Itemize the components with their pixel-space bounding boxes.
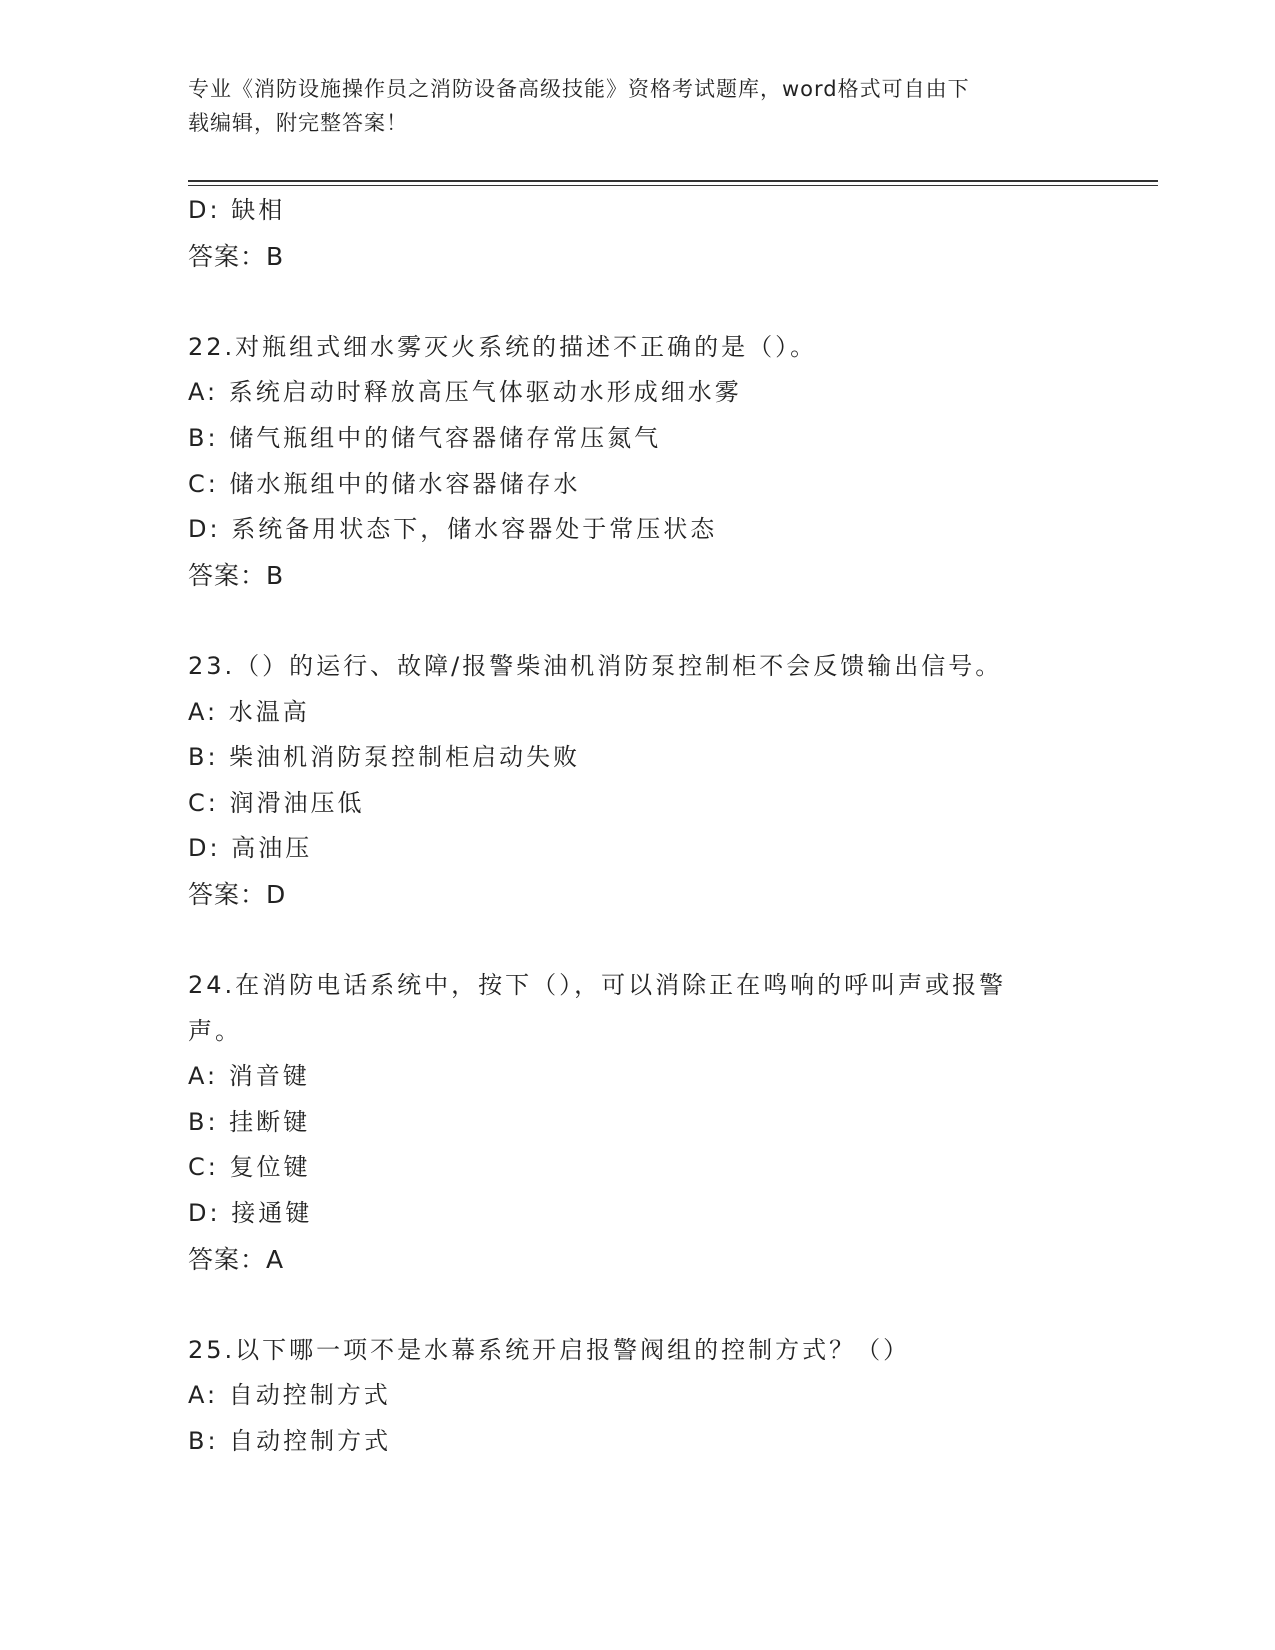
header-divider-thick <box>188 180 1158 182</box>
option-d: D: 接通键 <box>188 1199 313 1228</box>
header-line-1: 专业《消防设施操作员之消防设备高级技能》资格考试题库，word格式可自由下 <box>188 77 970 101</box>
option-d: D: 系统备用状态下，储水容器处于常压状态 <box>188 515 718 544</box>
question-list <box>188 188 1108 1465</box>
question-23 <box>188 644 1108 918</box>
answer: 答案：A <box>188 1244 285 1274</box>
option-a: A: 自动控制方式 <box>188 1381 391 1410</box>
option-a: A: 消音键 <box>188 1062 310 1091</box>
header-divider-thin <box>188 185 1158 186</box>
question-stem-line-2: 声。 <box>188 1016 242 1045</box>
header-line-2: 载编辑，附完整答案！ <box>188 111 408 135</box>
question-25 <box>188 1328 1108 1465</box>
question-stem: 22.对瓶组式细水雾灭火系统的描述不正确的是（）。 <box>188 332 818 361</box>
answer: 答案：B <box>188 560 285 590</box>
option-b: B: 自动控制方式 <box>188 1427 392 1456</box>
answer: 答案：D <box>188 879 287 909</box>
option-b: B: 柴油机消防泵控制柜启动失败 <box>188 743 581 772</box>
spacer <box>188 598 1108 644</box>
question-24 <box>188 963 1108 1282</box>
option-a: A: 系统启动时释放高压气体驱动水形成细水雾 <box>188 378 742 407</box>
option-c: C: 润滑油压低 <box>188 788 365 817</box>
option-c: C: 复位键 <box>188 1153 311 1182</box>
spacer <box>188 279 1108 325</box>
option-b: B: 储气瓶组中的储气容器储存常压氮气 <box>188 423 662 452</box>
spacer <box>188 918 1108 964</box>
option-c: C: 储水瓶组中的储水容器储存水 <box>188 469 581 498</box>
option-b: B: 挂断键 <box>188 1107 311 1136</box>
question-21 <box>188 188 1108 279</box>
question-stem-line-1: 24.在消防电话系统中，按下（），可以消除正在鸣响的呼叫声或报警 <box>188 971 1007 1000</box>
option-d: D: 高油压 <box>188 834 313 863</box>
question-22 <box>188 325 1108 599</box>
answer: 答案：B <box>188 241 285 271</box>
document-header <box>188 72 1068 140</box>
question-stem: 23.（）的运行、故障/报警柴油机消防泵控制柜不会反馈输出信号。 <box>188 651 1003 680</box>
option-a: A: 水温高 <box>188 697 310 726</box>
spacer <box>188 1282 1108 1328</box>
question-stem: 25.以下哪一项不是水幕系统开启报警阀组的控制方式？（） <box>188 1335 911 1364</box>
option-d: D: 缺相 <box>188 196 286 224</box>
